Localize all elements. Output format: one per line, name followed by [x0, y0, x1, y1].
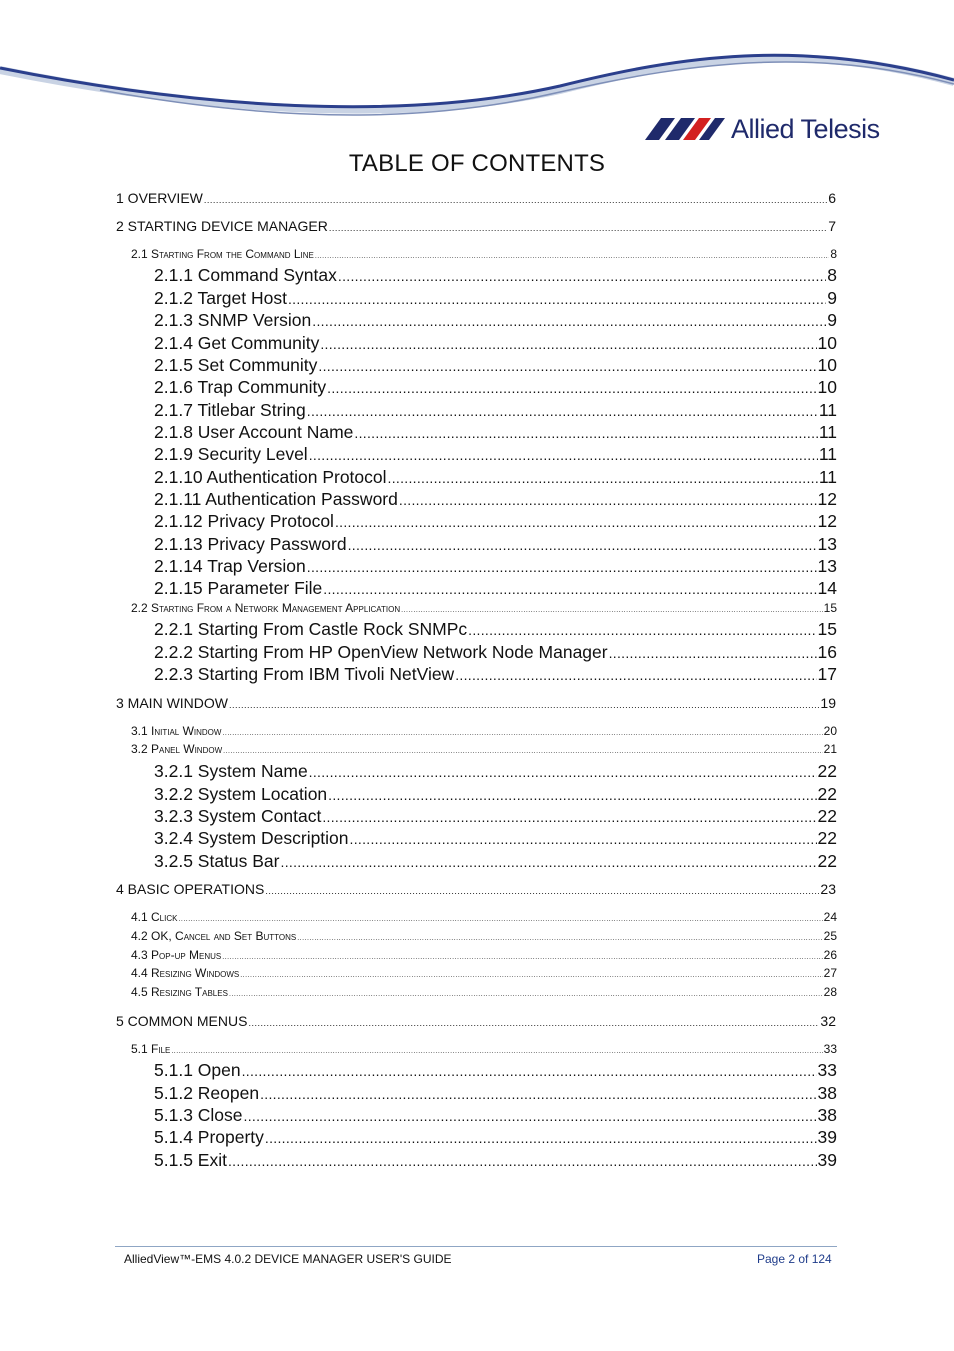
- toc-leader-dots: [315, 247, 829, 261]
- toc-entry-page: 6: [828, 190, 836, 206]
- toc-entry[interactable]: [154, 1127, 837, 1148]
- toc-entry-label: 2.1.12 Privacy Protocol: [154, 511, 334, 531]
- toc-entry[interactable]: [116, 1013, 836, 1029]
- toc-entry-page: 28: [823, 985, 837, 999]
- toc-entry[interactable]: [131, 601, 837, 615]
- toc-entry[interactable]: [154, 1150, 837, 1171]
- toc-entry[interactable]: [131, 1042, 837, 1056]
- toc-entry-label: 2.2.2 Starting From HP OpenView Network Node Manager: [154, 642, 608, 662]
- toc-entry-page: 13: [817, 556, 837, 576]
- toc-entry-label: 4.5 Resizing Tables: [131, 985, 228, 999]
- toc-entry-page: 11: [818, 400, 837, 420]
- toc-leader-dots: [307, 556, 817, 577]
- toc-entry[interactable]: [154, 619, 837, 640]
- toc-leader-dots: [204, 190, 827, 206]
- toc-leader-dots: [468, 619, 816, 640]
- toc-entry-page: 22: [817, 828, 837, 848]
- toc-leader-dots: [248, 1013, 819, 1029]
- toc-entry-page: 38: [817, 1083, 837, 1103]
- toc-entry[interactable]: [154, 578, 837, 599]
- toc-entry-label: 3.2.3 System Contact: [154, 806, 322, 826]
- toc-entry-label: 2.1.14 Trap Version: [154, 556, 306, 576]
- toc-entry-page: 10: [817, 377, 837, 397]
- toc-entry-page: 19: [820, 695, 836, 711]
- toc-entry-label: 5.1 File: [131, 1042, 171, 1056]
- toc-entry-page: 15: [817, 619, 837, 639]
- toc-entry-page: 12: [817, 511, 837, 531]
- toc-entry-page: 10: [817, 355, 837, 375]
- toc-entry[interactable]: [131, 948, 837, 962]
- toc-entry-page: 21: [823, 742, 837, 756]
- toc-entry-page: 27: [823, 966, 837, 980]
- toc-entry-page: 12: [817, 489, 837, 509]
- toc-leader-dots: [399, 489, 817, 510]
- toc-entry-label: 2.1.15 Parameter File: [154, 578, 323, 598]
- toc-entry[interactable]: [154, 761, 837, 782]
- toc-entry-page: 20: [823, 724, 837, 738]
- toc-entry[interactable]: [154, 377, 837, 398]
- footer-page-number: Page 2 of 124: [757, 1252, 832, 1266]
- toc-leader-dots: [309, 761, 817, 782]
- toc-entry[interactable]: [154, 1060, 837, 1081]
- toc-entry-page: 11: [818, 467, 837, 487]
- toc-entry-label: 2.1.2 Target Host: [154, 288, 287, 308]
- toc-leader-dots: [228, 1150, 817, 1171]
- toc-entry[interactable]: [131, 910, 837, 924]
- toc-entry-page: 14: [817, 578, 837, 598]
- toc-entry-label: 3.2.2 System Location: [154, 784, 328, 804]
- toc-entry-label: 1 OVERVIEW: [116, 190, 203, 206]
- toc-entry[interactable]: [131, 742, 837, 756]
- toc-entry[interactable]: [154, 851, 837, 872]
- toc-leader-dots: [455, 664, 816, 685]
- toc-entry-label: 4 BASIC OPERATIONS: [116, 881, 265, 897]
- toc-leader-dots: [297, 929, 822, 943]
- toc-entry-page: 39: [817, 1127, 837, 1147]
- toc-entry-label: 2.1.6 Trap Community: [154, 377, 327, 397]
- toc-entry-page: 9: [827, 310, 837, 330]
- toc-entry-page: 24: [823, 910, 837, 924]
- toc-entry[interactable]: [116, 881, 836, 897]
- toc-entry[interactable]: [154, 784, 837, 805]
- toc-leader-dots: [288, 288, 826, 309]
- toc-entry-label: 3.2 Panel Window: [131, 742, 223, 756]
- toc-entry-label: 2.1.7 Titlebar String: [154, 400, 306, 420]
- toc-leader-dots: [354, 422, 817, 443]
- toc-entry[interactable]: [154, 664, 837, 685]
- toc-entry[interactable]: [154, 1083, 837, 1104]
- toc-entry-page: 17: [817, 664, 837, 684]
- toc-leader-dots: [178, 910, 822, 924]
- toc-entry[interactable]: [154, 534, 837, 555]
- toc-entry[interactable]: [154, 511, 837, 532]
- toc-entry[interactable]: [116, 190, 836, 206]
- toc-entry-label: 4.2 OK, Cancel and Set Buttons: [131, 929, 297, 943]
- toc-entry-label: 2.1.13 Privacy Password: [154, 534, 347, 554]
- toc-entry[interactable]: [154, 489, 837, 510]
- toc-entry[interactable]: [131, 724, 837, 738]
- toc-entry-page: 8: [830, 247, 837, 261]
- toc-entry-page: 10: [817, 333, 837, 353]
- toc-leader-dots: [388, 467, 818, 488]
- toc-entry[interactable]: [154, 806, 837, 827]
- toc-entry-label: 2.1.11 Authentication Password: [154, 489, 398, 509]
- toc-entry-label: 5.1.2 Reopen: [154, 1083, 260, 1103]
- toc-entry[interactable]: [131, 985, 837, 999]
- toc-entry-label: 5.1.5 Exit: [154, 1150, 227, 1170]
- toc-entry[interactable]: [154, 828, 837, 849]
- toc-entry-page: 33: [823, 1042, 837, 1056]
- toc-leader-dots: [244, 1105, 817, 1126]
- toc-entry-page: 25: [823, 929, 837, 943]
- toc-leader-dots: [222, 948, 822, 962]
- toc-entry-label: 2.1.9 Security Level: [154, 444, 308, 464]
- toc-leader-dots: [240, 966, 822, 980]
- toc-leader-dots: [171, 1042, 822, 1056]
- toc-entry[interactable]: [154, 288, 837, 309]
- toc-entry-page: 32: [820, 1013, 836, 1029]
- toc-entry-label: 2 STARTING DEVICE MANAGER: [116, 218, 328, 234]
- toc-leader-dots: [320, 333, 816, 354]
- toc-entry-label: 5.1.4 Property: [154, 1127, 264, 1147]
- toc-leader-dots: [609, 642, 817, 663]
- toc-entry-page: 38: [817, 1105, 837, 1125]
- toc-leader-dots: [328, 784, 816, 805]
- toc-entry-page: 39: [817, 1150, 837, 1170]
- toc-entry[interactable]: [154, 642, 837, 663]
- toc-entry-page: 22: [817, 784, 837, 804]
- toc-leader-dots: [229, 985, 823, 999]
- toc-entry[interactable]: [131, 247, 837, 261]
- toc-entry-label: 2.2 Starting From a Network Management Application: [131, 601, 401, 615]
- footer-document-title: AlliedView™-EMS 4.0.2 DEVICE MANAGER USER'S GUIDE: [124, 1252, 452, 1266]
- toc-entry-label: 3.1 Initial Window: [131, 724, 222, 738]
- toc-entry-label: 5 COMMON MENUS: [116, 1013, 248, 1029]
- toc-entry-page: 23: [820, 881, 836, 897]
- toc-leader-dots: [265, 881, 819, 897]
- toc-entry-label: 2.1.5 Set Community: [154, 355, 318, 375]
- page-title: TABLE OF CONTENTS: [348, 150, 606, 177]
- toc-entry[interactable]: [154, 467, 837, 488]
- toc-entry-label: 5.1.3 Close: [154, 1105, 243, 1125]
- toc-entry-page: 22: [817, 806, 837, 826]
- toc-leader-dots: [329, 218, 827, 234]
- toc-entry-page: 26: [823, 948, 837, 962]
- toc-leader-dots: [265, 1127, 817, 1148]
- toc-entry-page: 11: [818, 444, 837, 464]
- toc-leader-dots: [322, 806, 816, 827]
- toc-entry-page: 22: [817, 761, 837, 781]
- toc-entry-label: 2.1.8 User Account Name: [154, 422, 354, 442]
- toc-entry[interactable]: [154, 422, 837, 443]
- toc-leader-dots: [309, 444, 818, 465]
- logo-text: Allied Telesis: [731, 113, 880, 144]
- toc-entry[interactable]: [116, 695, 836, 711]
- toc-entry-label: 2.1 Starting From the Command Line: [131, 247, 314, 261]
- toc-entry[interactable]: [154, 400, 837, 421]
- toc-entry-page: 15: [823, 601, 837, 615]
- toc-leader-dots: [223, 742, 823, 756]
- toc-entry[interactable]: [131, 929, 837, 943]
- toc-leader-dots: [222, 724, 822, 738]
- toc-entry[interactable]: [154, 310, 837, 331]
- toc-entry-label: 2.2.3 Starting From IBM Tivoli NetView: [154, 664, 455, 684]
- toc-entry[interactable]: [154, 556, 837, 577]
- toc-leader-dots: [260, 1083, 816, 1104]
- toc-entry-label: 3.2.5 Status Bar: [154, 851, 280, 871]
- toc-entry[interactable]: [116, 218, 836, 234]
- toc-leader-dots: [348, 534, 817, 555]
- toc-entry-page: 13: [817, 534, 837, 554]
- toc-leader-dots: [318, 355, 816, 376]
- toc-leader-dots: [312, 310, 826, 331]
- toc-entry-page: 22: [817, 851, 837, 871]
- toc-entry[interactable]: [131, 966, 837, 980]
- toc-entry-label: 4.4 Resizing Windows: [131, 966, 240, 980]
- toc-entry-label: 2.2.1 Starting From Castle Rock SNMPc: [154, 619, 468, 639]
- toc-entry-label: 4.1 Click: [131, 910, 178, 924]
- toc-entry-page: 33: [817, 1060, 837, 1080]
- toc-entry-label: 3 MAIN WINDOW: [116, 695, 228, 711]
- toc-leader-dots: [350, 828, 817, 849]
- toc-entry-label: 2.1.4 Get Community: [154, 333, 320, 353]
- toc-entry-page: 9: [827, 288, 837, 308]
- footer-divider: [115, 1246, 837, 1247]
- toc-leader-dots: [335, 511, 817, 532]
- toc-leader-dots: [401, 601, 822, 615]
- toc-entry-label: 4.3 Pop-up Menus: [131, 948, 222, 962]
- toc-leader-dots: [242, 1060, 817, 1081]
- toc-leader-dots: [281, 851, 817, 872]
- toc-leader-dots: [229, 695, 819, 711]
- toc-leader-dots: [307, 400, 818, 421]
- toc-entry-page: 8: [827, 265, 837, 285]
- toc-entry[interactable]: [154, 265, 837, 286]
- toc-entry-label: 2.1.10 Authentication Protocol: [154, 467, 387, 487]
- toc-entry[interactable]: [154, 1105, 837, 1126]
- toc-entry[interactable]: [154, 333, 837, 354]
- toc-entry-page: 11: [818, 422, 837, 442]
- toc-entry-label: 2.1.3 SNMP Version: [154, 310, 312, 330]
- toc-leader-dots: [327, 377, 816, 398]
- toc-entry-label: 3.2.4 System Description: [154, 828, 349, 848]
- toc-entry-page: 7: [828, 218, 836, 234]
- toc-entry-page: 16: [817, 642, 837, 662]
- toc-entry[interactable]: [154, 355, 837, 376]
- toc-entry-label: 5.1.1 Open: [154, 1060, 241, 1080]
- toc-entry-label: 2.1.1 Command Syntax: [154, 265, 337, 285]
- toc-entry[interactable]: [154, 444, 837, 465]
- toc-leader-dots: [323, 578, 816, 599]
- toc-leader-dots: [338, 265, 826, 286]
- toc-entry-label: 3.2.1 System Name: [154, 761, 308, 781]
